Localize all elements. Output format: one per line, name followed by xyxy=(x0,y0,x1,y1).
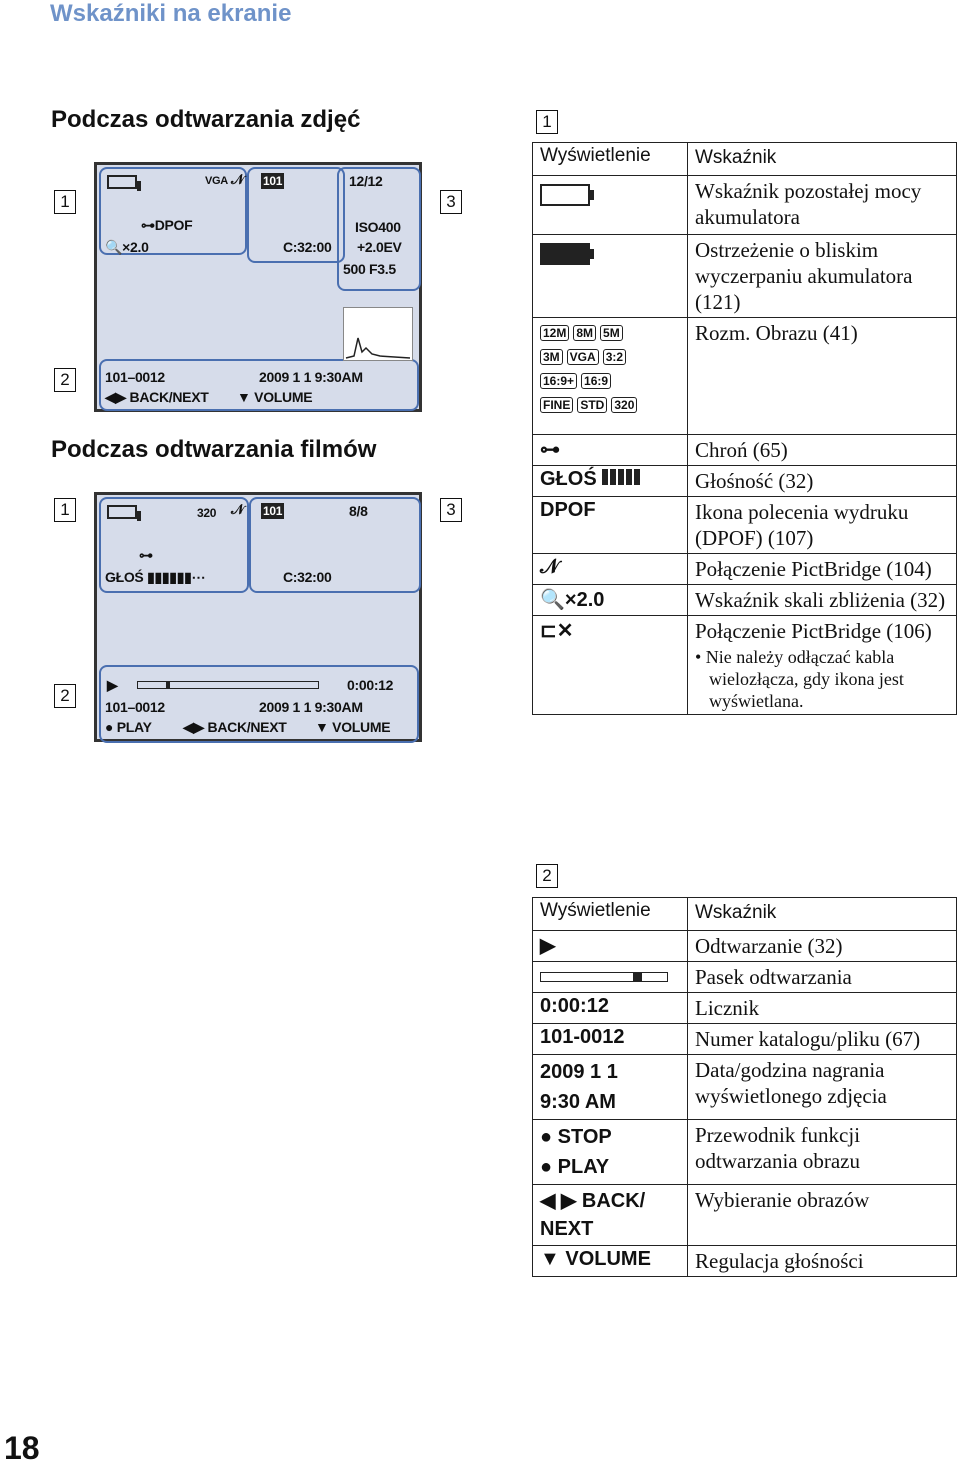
label-box-1: 1 xyxy=(54,498,76,522)
dpof-display: DPOF xyxy=(540,499,596,521)
nav-guide: ◀▶ BACK/NEXT xyxy=(183,719,287,735)
movie-quality: 320 xyxy=(197,506,217,520)
file-number: 101–0012 xyxy=(105,369,165,385)
guide-desc: Przewodnik funkcji odtwarzania obrazu xyxy=(688,1120,957,1185)
zoom-value: ×2.0 xyxy=(122,239,149,255)
battery-icon xyxy=(540,184,590,206)
table-row xyxy=(533,585,957,616)
key-icon: ⊶ xyxy=(540,439,560,461)
page-header-title: Wskaźniki na ekranie xyxy=(50,0,292,27)
table-row xyxy=(533,1185,957,1246)
nav-desc: Wybieranie obrazów xyxy=(688,1185,957,1246)
datetime-desc: Data/godzina nagrania wyświetlonego zdjęcia xyxy=(688,1055,957,1120)
file-number-display: 101-0012 xyxy=(533,1024,688,1055)
counter: 0:00:12 xyxy=(347,677,394,693)
indicator-table-1 xyxy=(532,142,957,715)
zoom-indicator: 🔍×2.0 xyxy=(105,239,149,255)
magnifier-icon: 🔍 xyxy=(540,589,565,611)
pictbridge-icon: 𝒩 xyxy=(231,171,245,187)
histogram-graph xyxy=(344,308,412,360)
label-box-2: 2 xyxy=(54,684,76,708)
pictbridge-connect-cell xyxy=(533,616,688,715)
table-row xyxy=(533,318,957,435)
table-row xyxy=(533,235,957,318)
table-row xyxy=(533,176,957,235)
dpof-desc: Ikona polecenia wydruku (DPOF) (107) xyxy=(688,497,957,554)
label-box-2: 2 xyxy=(54,368,76,392)
table-row xyxy=(533,1246,957,1277)
size-icon: 8M xyxy=(573,325,596,341)
nav-guide: ◀▶ BACK/NEXT xyxy=(105,389,209,405)
circle-icon: ● xyxy=(540,1126,558,1148)
volume-cell xyxy=(533,466,688,497)
table-header-row xyxy=(533,898,957,931)
nav-label: BACK/NEXT xyxy=(207,719,287,735)
size-icon: 3M xyxy=(540,349,563,365)
battery-low-cell xyxy=(533,235,688,318)
label-box-1: 1 xyxy=(54,190,76,214)
table-row xyxy=(533,497,957,554)
dpof-icon: ⊶DPOF xyxy=(141,217,193,233)
play-display: PLAY xyxy=(557,1156,610,1178)
table-row xyxy=(533,616,957,715)
indicator-table-2 xyxy=(532,897,957,1277)
header-indicator: Wskaźnik xyxy=(688,143,957,176)
shutter-aperture: 500 F3.5 xyxy=(343,261,396,277)
photo-section-title: Podczas odtwarzania zdjęć xyxy=(51,106,361,133)
size-cell xyxy=(533,318,688,435)
left-right-arrows-icon: ◀ ▶ xyxy=(540,1190,582,1212)
table-row xyxy=(533,962,957,993)
zoom-cell xyxy=(533,585,688,616)
movie-section-title: Podczas odtwarzania filmów xyxy=(51,436,377,463)
pictbridge1-desc: Połączenie PictBridge (104) xyxy=(688,554,957,585)
folder-icon: 101 xyxy=(263,174,283,188)
pictbridge2-desc-cell xyxy=(688,616,957,715)
table-row xyxy=(533,554,957,585)
folder-size: C:32:00 xyxy=(283,569,332,585)
size-icon: 16:9+ xyxy=(540,373,577,389)
play-label: PLAY xyxy=(116,719,152,735)
nav-label: BACK/NEXT xyxy=(129,389,209,405)
size-icon: 16:9 xyxy=(581,373,611,389)
size-icon: FINE xyxy=(540,397,573,413)
datetime: 2009 1 1 9:30AM xyxy=(259,369,363,385)
image-size-icon: VGA xyxy=(205,175,228,187)
nav-cell xyxy=(533,1185,688,1246)
page-number: 18 xyxy=(4,1430,40,1466)
battery-icon xyxy=(107,505,137,519)
datetime-cell xyxy=(533,1055,688,1120)
size-icon: 3:2 xyxy=(603,349,626,365)
protect-cell xyxy=(533,435,688,466)
table2-number: 2 xyxy=(536,864,558,888)
size-icon: 320 xyxy=(611,397,637,413)
folder-icon: 101 xyxy=(263,504,283,518)
counter-display: 0:00:12 xyxy=(533,993,688,1024)
table-row xyxy=(533,1120,957,1185)
table1-number: 1 xyxy=(536,110,558,134)
pictbridge-connecting-icon: ⊏✕ xyxy=(540,620,574,642)
volume-guide: ▼ VOLUME xyxy=(315,719,391,735)
volume-label: VOLUME xyxy=(332,719,391,735)
table-row xyxy=(533,993,957,1024)
size-icon: 12M xyxy=(540,325,569,341)
folder-size: C:32:00 xyxy=(283,239,332,255)
playbar-desc: Pasek odtwarzania xyxy=(688,962,957,993)
playback-bar-icon xyxy=(540,972,668,982)
header-display: Wyświetlenie xyxy=(533,898,688,931)
table-row xyxy=(533,466,957,497)
circle-icon: ● xyxy=(540,1156,558,1178)
volume-indicator: GŁOŚ ▮▮▮▮▮▮⋯ xyxy=(105,569,206,585)
play-icon: ▶ xyxy=(540,935,556,957)
dpof-cell xyxy=(533,497,688,554)
battery-desc: Wskaźnik pozostałej mocy akumulatora xyxy=(688,176,957,235)
table-row xyxy=(533,1024,957,1055)
play-desc: Odtwarzanie (32) xyxy=(688,931,957,962)
volume-desc: Głośność (32) xyxy=(688,466,957,497)
battery-icon xyxy=(107,175,137,189)
volume-display: VOLUME xyxy=(565,1248,651,1270)
guide-cell xyxy=(533,1120,688,1185)
playback-bar-slider xyxy=(166,681,170,689)
image-count: 12/12 xyxy=(349,173,383,189)
size-icon: VGA xyxy=(567,349,599,365)
volume-desc: Regulacja głośności xyxy=(688,1246,957,1277)
size-icon: STD xyxy=(577,397,607,413)
table-header-row xyxy=(533,143,957,176)
battery-low-icon xyxy=(540,243,590,265)
play-icon: ▶ xyxy=(107,677,118,693)
zoom-desc: Wskaźnik skali zbliżenia (32) xyxy=(688,585,957,616)
pictbridge-icon: 𝒩 xyxy=(231,501,245,517)
movie-count: 8/8 xyxy=(349,503,368,519)
movie-screen xyxy=(94,492,422,742)
volume-guide: ▼ VOLUME xyxy=(237,389,313,405)
protect-desc: Chroń (65) xyxy=(688,435,957,466)
playbar-cell xyxy=(533,962,688,993)
volume-label: VOLUME xyxy=(254,389,313,405)
date-display: 2009 1 1 xyxy=(540,1061,618,1083)
pictbridge-cell xyxy=(533,554,688,585)
ev-value: +2.0EV xyxy=(357,239,402,255)
label-box-3: 3 xyxy=(440,498,462,522)
header-display: Wyświetlenie xyxy=(533,143,688,176)
size-icon: 5M xyxy=(600,325,623,341)
histogram xyxy=(343,307,413,361)
volume-bars-icon xyxy=(602,468,642,490)
table-row xyxy=(533,931,957,962)
volume-label: GŁOŚ xyxy=(105,569,144,585)
counter-desc: Licznik xyxy=(688,993,957,1024)
table-row xyxy=(533,1055,957,1120)
pictbridge2-desc: Połączenie PictBridge (106) xyxy=(695,619,932,643)
back-display: BACK/ xyxy=(581,1190,646,1212)
photo-screen xyxy=(94,162,422,412)
play-cell xyxy=(533,931,688,962)
zoom-display: ×2.0 xyxy=(564,589,605,611)
next-display: NEXT xyxy=(540,1218,594,1240)
pictbridge2-note: • Nie należy odłączać kabla wielozłącza, gdy ikona jest wyświetlana. xyxy=(695,647,904,711)
label-box-3: 3 xyxy=(440,190,462,214)
file-number-desc: Numer katalogu/pliku (67) xyxy=(688,1024,957,1055)
volume-cell xyxy=(533,1246,688,1277)
file-number: 101–0012 xyxy=(105,699,165,715)
pictbridge-icon: 𝒩 xyxy=(540,556,560,578)
time-display: 9:30 AM xyxy=(540,1091,616,1113)
protect-icon: ⊶ xyxy=(139,547,153,563)
battery-low-desc: Ostrzeżenie o bliskim wyczerpaniu akumulatora (121) xyxy=(688,235,957,318)
iso-value: ISO400 xyxy=(355,219,401,235)
dpof-label: DPOF xyxy=(154,217,193,233)
stop-display: STOP xyxy=(557,1126,612,1148)
volume-display: GŁOŚ xyxy=(540,468,597,490)
play-guide: ● PLAY xyxy=(105,719,152,735)
playback-bar xyxy=(137,681,319,689)
battery-cell xyxy=(533,176,688,235)
down-arrow-icon: ▼ xyxy=(540,1248,566,1270)
datetime: 2009 1 1 9:30AM xyxy=(259,699,363,715)
size-desc: Rozm. Obrazu (41) xyxy=(688,318,957,435)
header-indicator: Wskaźnik xyxy=(688,898,957,931)
table-row xyxy=(533,435,957,466)
